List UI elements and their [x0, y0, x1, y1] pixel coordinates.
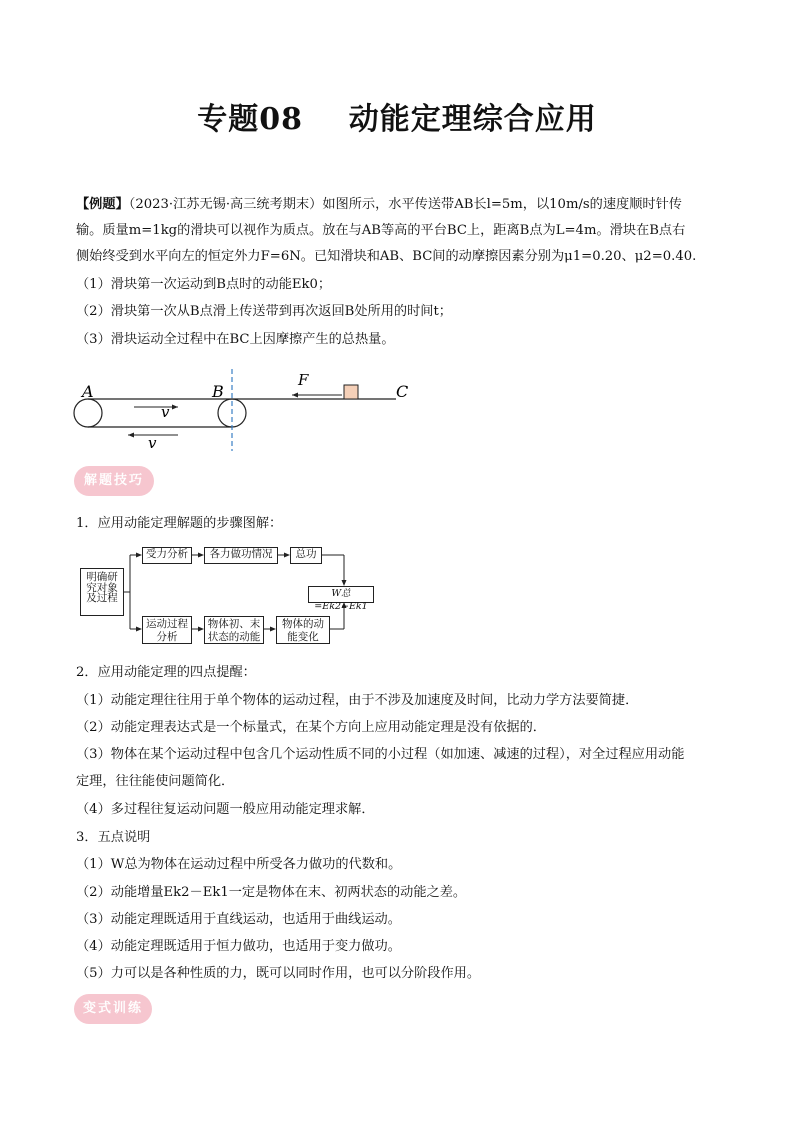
flow-motion-box: 运动过程分析 [142, 616, 192, 644]
section-1-heading: 1．应用动能定理解题的步骤图解： [76, 516, 283, 531]
label-c: C [396, 382, 409, 401]
section-3-item-2: （2）动能增量Ek2－Ek1一定是物体在末、初两状态的动能之差。 [76, 885, 467, 900]
section-3-item-5: （5）力可以是各种性质的力，既可以同时作用，也可以分阶段作用。 [76, 966, 481, 981]
label-a: A [82, 382, 94, 401]
question-1: （1）滑块第一次运动到B点时的动能Ek0； [76, 277, 332, 292]
flow-start-box: 明确研究对象及过程 [80, 568, 124, 616]
label-v-top: v [161, 403, 170, 421]
badge-solving-tips: 解题技巧 [74, 466, 154, 496]
flow-total-box: 总功 [290, 547, 322, 564]
example-label: 【例题】 [76, 197, 129, 212]
example-line-2: 输。质量m=1kg的滑块可以视作为质点。放在与AB等高的平台BC上，距离B点为L=4m。滑块在B点右 [76, 223, 686, 238]
section-2-item-1: （1）动能定理往往用于单个物体的运动过程，由于不涉及加速度及时间，比动力学方法要简捷． [76, 693, 639, 708]
question-2: （2）滑块第一次从B点滑上传送带到再次返回B处所用的时间t； [76, 304, 452, 319]
flow-states-box: 物体初、末状态的动能 [204, 616, 264, 644]
flow-work-box: 各力做功情况 [204, 547, 278, 564]
left-pulley [74, 399, 102, 427]
label-f: F [298, 371, 309, 389]
example-line-3: 侧始终受到水平向左的恒定外力F=6N。已知滑块和AB、BC间的动摩擦因素分别为μ1=0.20、μ2=0.40. [76, 249, 697, 264]
flow-force-box: 受力分析 [142, 547, 192, 564]
conveyor-figure [66, 365, 426, 455]
slider-block [344, 385, 358, 399]
section-3-item-4: （4）动能定理既适用于恒力做功，也适用于变力做功。 [76, 939, 401, 954]
section-2-heading: 2．应用动能定理的四点提醒： [76, 665, 256, 680]
label-v-bottom: v [148, 434, 157, 452]
section-3-heading: 3．五点说明 [76, 830, 151, 845]
label-b: B [212, 382, 224, 401]
section-3-item-3: （3）动能定理既适用于直线运动，也适用于曲线运动。 [76, 912, 401, 927]
flow-formula-box: W总=Ek2−Ek1 [308, 586, 374, 603]
section-3-item-1: （1）W总为物体在运动过程中所受各力做功的代数和。 [76, 857, 402, 872]
section-2-item-2: （2）动能定理表达式是一个标量式，在某个方向上应用动能定理是没有依据的． [76, 720, 546, 735]
section-2-item-3-cont: 定理，往往能使问题简化． [76, 774, 235, 789]
flowchart [80, 544, 380, 643]
question-3: （3）滑块运动全过程中在BC上因摩擦产生的总热量。 [76, 332, 395, 347]
section-2-item-3: （3）物体在某个运动过程中包含几个运动性质不同的小过程（如加速、减速的过程），对全过程应用动能 [76, 747, 685, 762]
page-title: 专题08 动能定理综合应用 [197, 102, 597, 137]
section-2-item-4: （4）多过程往复运动问题一般应用动能定理求解． [76, 802, 375, 817]
badge-variant-training: 变式训练 [74, 994, 152, 1024]
example-line-1: 【例题】（2023·江苏无锡·高三统考期末）如图所示，水平传送带AB长l=5m，以10m/s的速度顺时针传 [76, 197, 682, 212]
flow-change-box: 物体的动能变化 [276, 616, 330, 644]
